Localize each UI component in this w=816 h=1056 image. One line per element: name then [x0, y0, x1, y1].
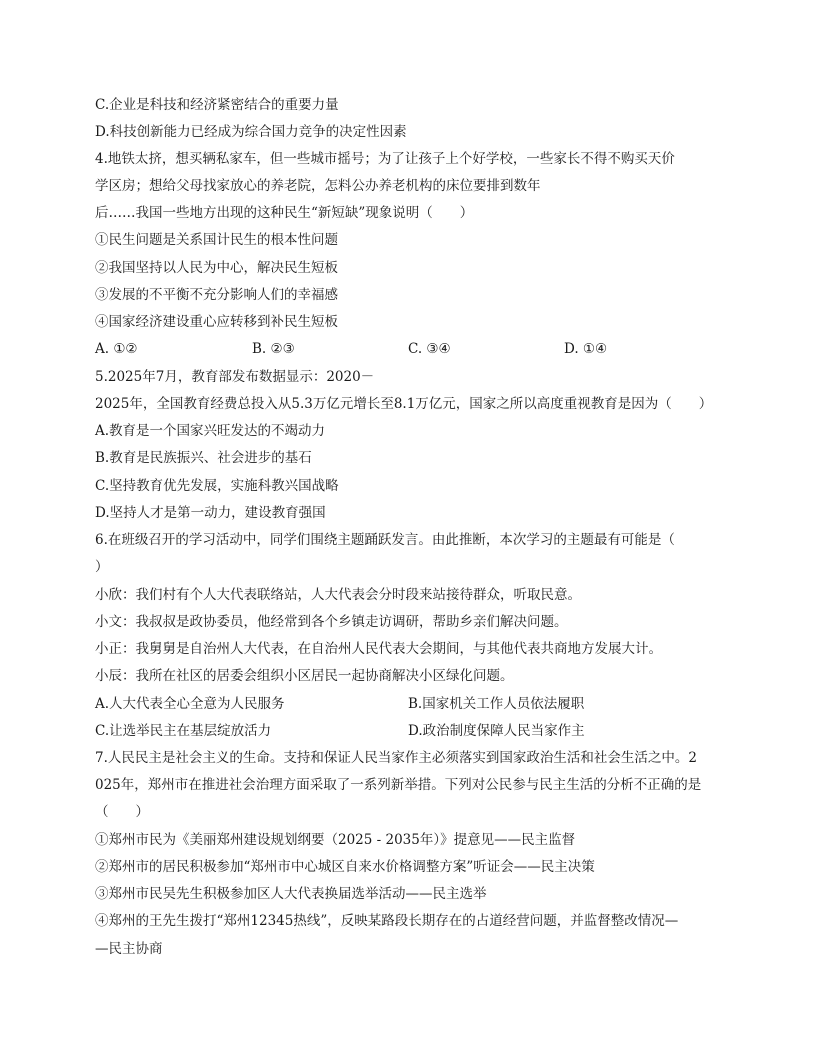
- q4-statement-2: ②我国坚持以人民为中心，解决民生短板: [95, 260, 338, 276]
- q6-statement-xiaozheng: 小正：我舅舅是自治州人大代表，在自治州人民代表大会期间，与其他代表共商地方发展大计。: [95, 641, 662, 657]
- q6-option-a: A.人大代表全心全意为人民服务: [95, 696, 285, 712]
- q7-stem-line2: 025年，郑州市在推进社会治理方面采取了一系列新举措。下列对公民参与民主生活的分析不正确的是: [95, 777, 702, 793]
- q6-option-b: B.国家机关工作人员依法履职: [408, 696, 585, 712]
- q4-option-a: A. ①②: [95, 341, 138, 357]
- q4-option-d: D. ①④: [564, 341, 608, 357]
- q7-statement-4-line2: —民主协商: [95, 941, 163, 957]
- q6-stem-line1: 6.在班级召开的学习活动中，同学们围绕主题踊跃发言。由此推断，本次学习的主题最有可能是（: [95, 532, 675, 548]
- q5-stem-line1: 5.2025年7月，教育部发布数据显示：2020－: [95, 369, 375, 385]
- q4-stem-line1: 4.地铁太挤，想买辆私家车，但一些城市摇号；为了让孩子上个好学校，一些家长不得不购买天价: [95, 151, 675, 167]
- q7-stem-line3: （ ）: [95, 804, 149, 820]
- q4-statement-3: ③发展的不平衡不充分影响人们的幸福感: [95, 287, 338, 303]
- q4-stem-line2: 学区房；想给父母找家放心的养老院，怎料公办养老机构的床位要排到数年: [95, 178, 541, 194]
- q3-option-d: D.科技创新能力已经成为综合国力竞争的决定性因素: [95, 124, 407, 140]
- q7-statement-2: ②郑州市的居民积极参加“郑州市中心城区自来水价格调整方案”听证会——民主决策: [95, 859, 595, 875]
- q4-option-b: B. ②③: [252, 341, 295, 357]
- q6-stem-line2: ）: [95, 559, 109, 575]
- q6-statement-xiaochen: 小辰：我所在社区的居委会组织小区居民一起协商解决小区绿化问题。: [95, 668, 514, 684]
- q5-option-a: A.教育是一个国家兴旺发达的不竭动力: [95, 423, 326, 439]
- q7-statement-3: ③郑州市民吴先生积极参加区人大代表换届选举活动——民主选举: [95, 886, 487, 902]
- q6-statement-xiaoxin: 小欣：我们村有个人大代表联络站，人大代表会分时段来站接待群众，听取民意。: [95, 587, 581, 603]
- q5-stem-line2: 2025年，全国教育经费总投入从5.3万亿元增长至8.1万亿元，国家之所以高度重视教育是因为（ ）: [95, 396, 713, 412]
- q4-statement-4: ④国家经济建设重心应转移到补民生短板: [95, 314, 338, 330]
- q5-option-b: B.教育是民族振兴、社会进步的基石: [95, 450, 312, 466]
- q7-statement-1: ①郑州市民为《美丽郑州建设规划纲要（2025 - 2035年）》提意见——民主监督: [95, 832, 576, 848]
- q4-option-c: C. ③④: [408, 341, 451, 357]
- q4-stem-line3: 后……我国一些地方出现的这种民生“新短缺”现象说明（ ）: [95, 205, 474, 221]
- q3-option-c: C.企业是科技和经济紧密结合的重要力量: [95, 97, 339, 113]
- q7-stem-line1: 7.人民民主是社会主义的生命。支持和保证人民当家作主必须落实到国家政治生活和社会生活之中。2: [95, 750, 697, 766]
- q6-option-c: C.让选举民主在基层绽放活力: [95, 723, 272, 739]
- q5-option-c: C.坚持教育优先发展，实施科教兴国战略: [95, 478, 339, 494]
- q6-statement-xiaowen: 小文：我叔叔是政协委员，他经常到各个乡镇走访调研，帮助乡亲们解决问题。: [95, 614, 568, 630]
- q4-statement-1: ①民生问题是关系国计民生的根本性问题: [95, 232, 338, 248]
- q5-option-d: D.坚持人才是第一动力，建设教育强国: [95, 505, 326, 521]
- q7-statement-4-line1: ④郑州的王先生拨打“郑州12345热线”，反映某路段长期存在的占道经营问题，并监督整改情况—: [95, 913, 679, 929]
- q6-option-d: D.政治制度保障人民当家作主: [408, 723, 585, 739]
